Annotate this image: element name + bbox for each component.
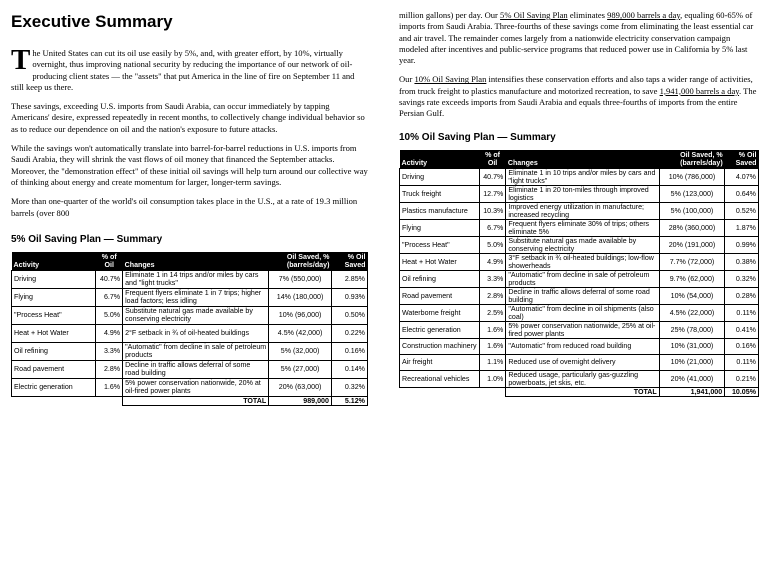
cell-pct-oil: 2.8% [96, 360, 123, 378]
underlined-1941000: 1,941,000 barrels a day [659, 85, 740, 96]
link-10-percent-plan[interactable]: 10% Oil Saving Plan [414, 74, 487, 85]
cell-activity: Driving [12, 270, 96, 288]
cell-changes: "Automatic" from reduced road building [506, 338, 659, 354]
col-pct-saved: % Oil Saved [725, 150, 759, 169]
col-activity: Activity [400, 150, 480, 169]
cell-changes: Improved energy utilization in manufacture; increased recycling [506, 202, 659, 219]
cell-oil-saved: 7% (550,000) [269, 270, 332, 288]
table-10-percent-plan [399, 150, 759, 397]
cell-oil-saved: 28% (360,000) [659, 219, 724, 236]
cell-activity: Road pavement [12, 360, 96, 378]
cell-pct-oil: 12.7% [479, 185, 506, 202]
col-changes: Changes [506, 150, 659, 169]
right-column [399, 0, 759, 397]
cell-pct-saved: 0.14% [331, 360, 367, 378]
cell-activity: Driving [400, 168, 480, 185]
cell-pct-saved: 0.32% [331, 378, 367, 396]
table-row [400, 168, 759, 185]
cell-oil-saved: 20% (191,000) [659, 236, 724, 253]
cell-changes: Frequent flyers eliminate 1 in 7 trips; higher load factors; less idling [123, 288, 269, 306]
table-row [12, 288, 368, 306]
cell-oil-saved: 10% (54,000) [659, 287, 724, 304]
cell-pct-oil: 2.8% [479, 287, 506, 304]
table-row [400, 338, 759, 354]
col-activity: Activity [12, 252, 96, 271]
table-row [12, 270, 368, 288]
cell-pct-saved: 1.87% [725, 219, 759, 236]
paragraph-10-plan: Our 10% Oil Saving Plan intensifies these conservation efforts and also taps a wider range of activities, from truck freight to plastics manufacture and motorized recreation, to save 1,941,000 barrels a day. The savings rate exceeds imports from Saudi Arabia and equals three-fourths of imports from the entire Persian Gulf. [399, 74, 757, 119]
cell-pct-saved: 0.32% [725, 270, 759, 287]
cell-oil-saved: 5% (100,000) [659, 202, 724, 219]
col-oil-saved: Oil Saved, % (barrels/day) [659, 150, 724, 169]
table-row [400, 270, 759, 287]
table-row [12, 324, 368, 342]
page-title: Executive Summary [11, 12, 173, 31]
cell-oil-saved: 5% (123,000) [659, 185, 724, 202]
total-row [400, 387, 759, 396]
cell-oil-saved: 14% (180,000) [269, 288, 332, 306]
cell-oil-saved: 7.7% (72,000) [659, 253, 724, 270]
table-5-title: 5% Oil Saving Plan — Summary [11, 233, 163, 245]
cell-activity: Flying [400, 219, 480, 236]
cell-pct-saved: 0.11% [725, 304, 759, 321]
cell-pct-saved: 0.64% [725, 185, 759, 202]
table-row [400, 370, 759, 387]
cell-pct-saved: 2.85% [331, 270, 367, 288]
cell-oil-saved: 9.7% (62,000) [659, 270, 724, 287]
table-5-percent-plan [11, 252, 368, 406]
cell-pct-oil: 5.0% [96, 306, 123, 324]
paragraph-5-plan: million gallons) per day. Our 5% Oil Saving Plan eliminates 989,000 barrels a day, equaling 60-65% of imports from Saudi Arabia. Three-fourths of these savings come from eliminating the least essential car and air travel. The remainder comes largely from a nationwide electricity conservation campaign modeled after incentives and public-service programs that reduced power use in California by 5% last year. [399, 10, 754, 66]
cell-activity: Heat + Hot Water [12, 324, 96, 342]
cell-oil-saved: 20% (41,000) [659, 370, 724, 387]
total-pct-saved: 10.05% [725, 387, 759, 396]
table-10-title: 10% Oil Saving Plan — Summary [399, 131, 556, 143]
underlined-989000: 989,000 barrels a day [607, 10, 681, 20]
total-oil-saved: 989,000 [269, 396, 332, 405]
cell-pct-saved: 0.11% [725, 354, 759, 370]
total-oil-saved: 1,941,000 [659, 387, 724, 396]
cell-pct-oil: 40.7% [479, 168, 506, 185]
cell-pct-oil: 2.5% [479, 304, 506, 321]
cell-oil-saved: 4.5% (42,000) [269, 324, 332, 342]
cell-pct-saved: 0.22% [331, 324, 367, 342]
col-pct-oil: % of Oil [479, 150, 506, 169]
cell-pct-saved: 0.99% [725, 236, 759, 253]
cell-pct-saved: 0.93% [331, 288, 367, 306]
cell-activity: Construction machinery [400, 338, 480, 354]
cell-pct-oil: 10.3% [479, 202, 506, 219]
drop-cap: T [11, 44, 31, 76]
cell-activity: Oil refining [400, 270, 480, 287]
col-changes: Changes [123, 252, 269, 271]
cell-pct-oil: 1.1% [479, 354, 506, 370]
cell-pct-oil: 1.6% [96, 378, 123, 396]
cell-activity: "Process Heat" [12, 306, 96, 324]
cell-activity: Electric generation [400, 321, 480, 338]
cell-changes: Eliminate 1 in 14 trips and/or miles by cars and "light trucks" [123, 270, 269, 288]
total-label: TOTAL [123, 396, 269, 405]
cell-changes: 3°F setback in ¾ oil-heated buildings; low-flow showerheads [506, 253, 659, 270]
total-label: TOTAL [506, 387, 659, 396]
cell-pct-saved: 4.07% [725, 168, 759, 185]
table-row [12, 378, 368, 396]
cell-pct-saved: 0.28% [725, 287, 759, 304]
cell-oil-saved: 20% (63,000) [269, 378, 332, 396]
cell-changes: "Automatic" from decline in sale of petroleum products [123, 342, 269, 360]
cell-changes: Eliminate 1 in 10 trips and/or miles by cars and "light trucks" [506, 168, 659, 185]
cell-activity: Road pavement [400, 287, 480, 304]
cell-changes: "Automatic" from decline in oil shipments (also coal) [506, 304, 659, 321]
cell-oil-saved: 25% (78,000) [659, 321, 724, 338]
table-row [400, 236, 759, 253]
cell-activity: Electric generation [12, 378, 96, 396]
table-row [400, 321, 759, 338]
table-row [400, 287, 759, 304]
cell-pct-saved: 0.41% [725, 321, 759, 338]
cell-oil-saved: 10% (786,000) [659, 168, 724, 185]
table-row [400, 304, 759, 321]
cell-pct-saved: 0.16% [331, 342, 367, 360]
cell-pct-oil: 4.9% [96, 324, 123, 342]
cell-changes: Substitute natural gas made available by conserving electricity [506, 236, 659, 253]
cell-pct-saved: 0.50% [331, 306, 367, 324]
cell-pct-oil: 1.6% [479, 321, 506, 338]
cell-pct-oil: 6.7% [96, 288, 123, 306]
col-pct-saved: % Oil Saved [331, 252, 367, 271]
link-5-percent-plan[interactable]: 5% Oil Saving Plan [500, 10, 568, 20]
cell-pct-saved: 0.38% [725, 253, 759, 270]
table-row [400, 185, 759, 202]
table-row [12, 306, 368, 324]
cell-pct-oil: 40.7% [96, 270, 123, 288]
cell-pct-oil: 1.6% [479, 338, 506, 354]
cell-changes: "Automatic" from decline in sale of petroleum products [506, 270, 659, 287]
cell-oil-saved: 10% (31,000) [659, 338, 724, 354]
paragraph-translation: While the savings won't automatically translate into barrel-for-barrel reductions in U.S. imports from Saudi Arabia, they will shrink the vast flows of oil money that financed the September attacks. Moreover, the "demonstration effect" of these initial oil savings will help turn around our collective way of thinking about energy and create momentum for larger, longer-term savings. [11, 143, 368, 187]
cell-oil-saved: 5% (32,000) [269, 342, 332, 360]
cell-activity: Air freight [400, 354, 480, 370]
cell-changes: 2°F setback in ¾ of oil-heated buildings [123, 324, 269, 342]
cell-pct-oil: 5.0% [479, 236, 506, 253]
cell-activity: Truck freight [400, 185, 480, 202]
cell-pct-oil: 3.3% [479, 270, 506, 287]
cell-changes: 5% power conservation nationwide, 20% at oil-fired power plants [123, 378, 269, 396]
table-row [400, 219, 759, 236]
cell-changes: Reduced usage, particularly gas-guzzling powerboats, jet skis, etc. [506, 370, 659, 387]
paragraph-savings: These savings, exceeding U.S. imports from Saudi Arabia, can occur immediately by tapping Americans' desire, expressed repeatedly in recent months, to collectively change individual behavior so as to reduce our dependence on oil and the nation's exposure to future attacks. [11, 101, 365, 134]
cell-oil-saved: 4.5% (22,000) [659, 304, 724, 321]
cell-pct-oil: 3.3% [96, 342, 123, 360]
cell-activity: Plastics manufacture [400, 202, 480, 219]
cell-oil-saved: 10% (21,000) [659, 354, 724, 370]
left-column [11, 0, 368, 406]
table-row [400, 354, 759, 370]
cell-activity: Recreational vehicles [400, 370, 480, 387]
cell-activity: Waterborne freight [400, 304, 480, 321]
col-pct-oil: % of Oil [96, 252, 123, 271]
cell-changes: Decline in traffic allows deferral of some road building [123, 360, 269, 378]
cell-oil-saved: 10% (96,000) [269, 306, 332, 324]
cell-pct-saved: 0.52% [725, 202, 759, 219]
cell-changes: Eliminate 1 in 20 ton-miles through improved logistics [506, 185, 659, 202]
cell-activity: Oil refining [12, 342, 96, 360]
total-pct-saved: 5.12% [331, 396, 367, 405]
cell-pct-oil: 1.0% [479, 370, 506, 387]
cell-activity: Heat + Hot Water [400, 253, 480, 270]
paragraph-consumption: More than one-quarter of the world's oil consumption takes place in the U.S., at a rate of 19.3 million barrels (over 800 [11, 196, 358, 218]
total-row [12, 396, 368, 405]
cell-activity: Flying [12, 288, 96, 306]
cell-pct-oil: 6.7% [479, 219, 506, 236]
table-row [400, 253, 759, 270]
table-row [400, 202, 759, 219]
table-header-row [12, 252, 368, 271]
cell-oil-saved: 5% (27,000) [269, 360, 332, 378]
cell-changes: Frequent flyers eliminate 30% of trips; others eliminate 5% [506, 219, 659, 236]
cell-pct-saved: 0.21% [725, 370, 759, 387]
cell-changes: 5% power conservation nationwide, 25% at oil-fired power plants [506, 321, 659, 338]
table-row [12, 342, 368, 360]
table-header-row [400, 150, 759, 169]
cell-activity: "Process Heat" [400, 236, 480, 253]
cell-changes: Reduced use of overnight delivery [506, 354, 659, 370]
cell-pct-oil: 4.9% [479, 253, 506, 270]
col-oil-saved: Oil Saved, % (barrels/day) [269, 252, 332, 271]
cell-changes: Decline in traffic allows deferral of some road building [506, 287, 659, 304]
intro-paragraph: The United States can cut its oil use easily by 5%, and, with greater effort, by 10%, virtually overnight, thus improving national security by reducing the importance of our network of oil-producing client states — the "assets" that put America in the line of fire on September 11 and still keep us there. [11, 44, 355, 92]
cell-changes: Substitute natural gas made available by conserving electricity [123, 306, 269, 324]
table-row [12, 360, 368, 378]
cell-pct-saved: 0.16% [725, 338, 759, 354]
